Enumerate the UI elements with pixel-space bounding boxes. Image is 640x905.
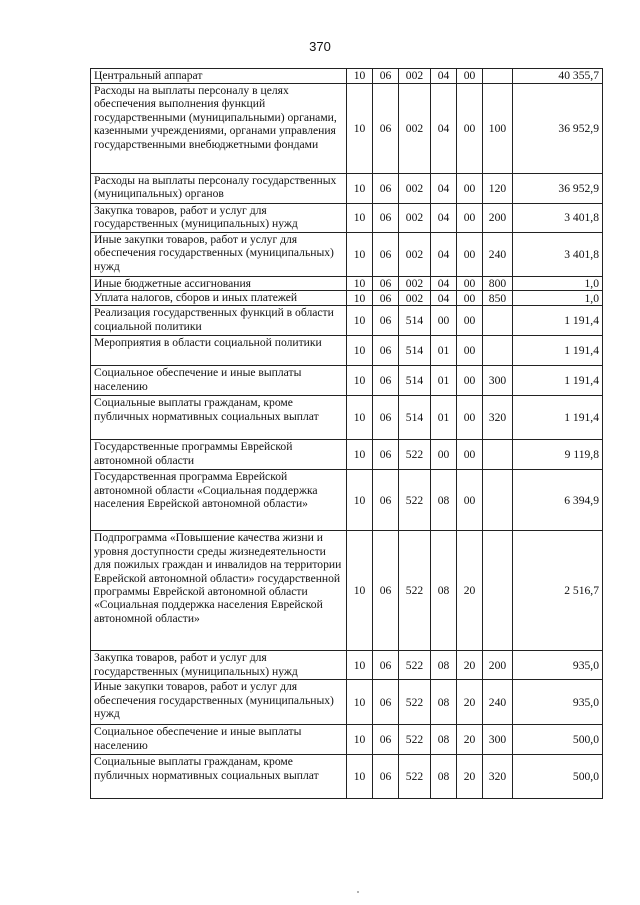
subsection-code: 06 [373, 84, 399, 174]
table-row [91, 396, 603, 440]
row-name: Подпрограмма «Повышение качества жизни и уровня доступности среды жизнедеятельности для пожилых граждан и инвалидов на территории Еврейской автономной области» государственной программы Еврейской автономной области «Социальная поддержка населения Еврейской автономной области» [91, 531, 347, 651]
page-number: 370 [309, 39, 331, 54]
target-article-code: 522 [399, 755, 431, 799]
section-code: 10 [347, 366, 373, 396]
scan-speck [357, 891, 359, 893]
target-article-code: 522 [399, 470, 431, 531]
row-name: Государственные программы Еврейской автономной области [91, 440, 347, 470]
target-article-sub1: 01 [431, 396, 457, 440]
target-article-code: 514 [399, 336, 431, 366]
amount: 500,0 [513, 755, 603, 799]
target-article-sub1: 01 [431, 366, 457, 396]
target-article-sub2: 00 [457, 84, 483, 174]
section-code: 10 [347, 396, 373, 440]
subsection-code: 06 [373, 291, 399, 306]
target-article-sub1: 04 [431, 277, 457, 291]
target-article-sub2: 00 [457, 174, 483, 204]
expense-type-code [483, 306, 513, 336]
target-article-sub2: 00 [457, 277, 483, 291]
target-article-sub1: 08 [431, 470, 457, 531]
amount: 36 952,9 [513, 174, 603, 204]
target-article-sub2: 00 [457, 291, 483, 306]
section-code: 10 [347, 277, 373, 291]
section-code: 10 [347, 306, 373, 336]
section-code: 10 [347, 291, 373, 306]
table-row [91, 306, 603, 336]
amount: 1,0 [513, 291, 603, 306]
subsection-code: 06 [373, 336, 399, 366]
row-name: Мероприятия в области социальной политики [91, 336, 347, 366]
target-article-code: 002 [399, 69, 431, 84]
subsection-code: 06 [373, 396, 399, 440]
target-article-sub2: 20 [457, 531, 483, 651]
expense-type-code: 200 [483, 204, 513, 233]
target-article-sub2: 00 [457, 440, 483, 470]
target-article-code: 522 [399, 680, 431, 725]
target-article-code: 002 [399, 233, 431, 277]
subsection-code: 06 [373, 680, 399, 725]
subsection-code: 06 [373, 306, 399, 336]
target-article-code: 522 [399, 651, 431, 680]
row-name: Иные бюджетные ассигнования [91, 277, 347, 291]
subsection-code: 06 [373, 470, 399, 531]
target-article-sub1: 00 [431, 440, 457, 470]
amount: 3 401,8 [513, 233, 603, 277]
expense-type-code: 300 [483, 725, 513, 755]
amount: 3 401,8 [513, 204, 603, 233]
target-article-code: 522 [399, 440, 431, 470]
row-name: Социальное обеспечение и иные выплаты населению [91, 366, 347, 396]
table-row [91, 69, 603, 84]
subsection-code: 06 [373, 233, 399, 277]
target-article-code: 002 [399, 204, 431, 233]
table-row [91, 174, 603, 204]
row-name: Социальное обеспечение и иные выплаты населению [91, 725, 347, 755]
target-article-sub2: 00 [457, 336, 483, 366]
target-article-code: 522 [399, 725, 431, 755]
subsection-code: 06 [373, 725, 399, 755]
row-name: Реализация государственных функций в области социальной политики [91, 306, 347, 336]
table-row [91, 680, 603, 725]
amount: 6 394,9 [513, 470, 603, 531]
section-code: 10 [347, 755, 373, 799]
amount: 1 191,4 [513, 306, 603, 336]
table-row [91, 440, 603, 470]
target-article-sub1: 04 [431, 204, 457, 233]
expense-type-code: 240 [483, 233, 513, 277]
section-code: 10 [347, 174, 373, 204]
target-article-code: 522 [399, 531, 431, 651]
target-article-sub1: 04 [431, 84, 457, 174]
section-code: 10 [347, 336, 373, 366]
section-code: 10 [347, 84, 373, 174]
row-name: Государственная программа Еврейской автономной области «Социальная поддержка населения Еврейской автономной области» [91, 470, 347, 531]
subsection-code: 06 [373, 277, 399, 291]
target-article-sub2: 00 [457, 69, 483, 84]
expense-type-code [483, 470, 513, 531]
budget-table [90, 68, 603, 799]
amount: 1 191,4 [513, 336, 603, 366]
expense-type-code [483, 69, 513, 84]
amount: 9 119,8 [513, 440, 603, 470]
section-code: 10 [347, 233, 373, 277]
expense-type-code: 240 [483, 680, 513, 725]
target-article-code: 002 [399, 84, 431, 174]
target-article-sub1: 00 [431, 306, 457, 336]
amount: 935,0 [513, 651, 603, 680]
subsection-code: 06 [373, 366, 399, 396]
section-code: 10 [347, 531, 373, 651]
target-article-sub1: 01 [431, 336, 457, 366]
row-name: Социальные выплаты гражданам, кроме публичных нормативных социальных выплат [91, 396, 347, 440]
target-article-sub2: 00 [457, 366, 483, 396]
target-article-sub2: 20 [457, 680, 483, 725]
subsection-code: 06 [373, 651, 399, 680]
target-article-sub2: 00 [457, 233, 483, 277]
subsection-code: 06 [373, 204, 399, 233]
subsection-code: 06 [373, 440, 399, 470]
amount: 1 191,4 [513, 396, 603, 440]
row-name: Иные закупки товаров, работ и услуг для обеспечения государственных (муниципальных) нужд [91, 233, 347, 277]
expense-type-code: 800 [483, 277, 513, 291]
expense-type-code: 320 [483, 396, 513, 440]
expense-type-code: 850 [483, 291, 513, 306]
expense-type-code [483, 440, 513, 470]
row-name: Закупка товаров, работ и услуг для государственных (муниципальных) нужд [91, 651, 347, 680]
subsection-code: 06 [373, 755, 399, 799]
subsection-code: 06 [373, 531, 399, 651]
expense-type-code [483, 531, 513, 651]
expense-type-code: 120 [483, 174, 513, 204]
row-name: Закупка товаров, работ и услуг для государственных (муниципальных) нужд [91, 204, 347, 233]
target-article-sub1: 08 [431, 725, 457, 755]
target-article-sub2: 20 [457, 651, 483, 680]
target-article-sub1: 04 [431, 174, 457, 204]
subsection-code: 06 [373, 174, 399, 204]
target-article-sub2: 20 [457, 755, 483, 799]
table-row [91, 277, 603, 291]
target-article-sub1: 08 [431, 755, 457, 799]
table-row [91, 204, 603, 233]
row-name: Центральный аппарат [91, 69, 347, 84]
row-name: Иные закупки товаров, работ и услуг для обеспечения государственных (муниципальных) нужд [91, 680, 347, 725]
subsection-code: 06 [373, 69, 399, 84]
table-row [91, 233, 603, 277]
row-name: Расходы на выплаты персоналу государственных (муниципальных) органов [91, 174, 347, 204]
section-code: 10 [347, 680, 373, 725]
table-row [91, 84, 603, 174]
target-article-sub2: 20 [457, 725, 483, 755]
amount: 500,0 [513, 725, 603, 755]
amount: 2 516,7 [513, 531, 603, 651]
table-row [91, 366, 603, 396]
expense-type-code: 100 [483, 84, 513, 174]
expense-type-code: 200 [483, 651, 513, 680]
section-code: 10 [347, 69, 373, 84]
target-article-sub2: 00 [457, 396, 483, 440]
target-article-sub1: 08 [431, 531, 457, 651]
target-article-sub1: 04 [431, 291, 457, 306]
table-row [91, 336, 603, 366]
target-article-sub1: 04 [431, 233, 457, 277]
table-row [91, 725, 603, 755]
target-article-code: 514 [399, 306, 431, 336]
section-code: 10 [347, 440, 373, 470]
row-name: Расходы на выплаты персоналу в целях обеспечения выполнения функций государственными (муниципальными) органами, казенными учреждениями, органами управления государственными внебюджетными фондами [91, 84, 347, 174]
section-code: 10 [347, 725, 373, 755]
target-article-sub2: 00 [457, 470, 483, 531]
target-article-code: 002 [399, 291, 431, 306]
target-article-sub1: 04 [431, 69, 457, 84]
amount: 1 191,4 [513, 366, 603, 396]
row-name: Уплата налогов, сборов и иных платежей [91, 291, 347, 306]
target-article-sub1: 08 [431, 680, 457, 725]
table-row [91, 470, 603, 531]
target-article-code: 002 [399, 174, 431, 204]
target-article-code: 514 [399, 366, 431, 396]
expense-type-code [483, 336, 513, 366]
section-code: 10 [347, 204, 373, 233]
section-code: 10 [347, 651, 373, 680]
table-row [91, 291, 603, 306]
target-article-sub2: 00 [457, 306, 483, 336]
target-article-sub1: 08 [431, 651, 457, 680]
table-row [91, 755, 603, 799]
row-name: Социальные выплаты гражданам, кроме публичных нормативных социальных выплат [91, 755, 347, 799]
target-article-code: 514 [399, 396, 431, 440]
amount: 935,0 [513, 680, 603, 725]
table-row [91, 531, 603, 651]
target-article-code: 002 [399, 277, 431, 291]
amount: 1,0 [513, 277, 603, 291]
table-row [91, 651, 603, 680]
amount: 36 952,9 [513, 84, 603, 174]
section-code: 10 [347, 470, 373, 531]
expense-type-code: 320 [483, 755, 513, 799]
target-article-sub2: 00 [457, 204, 483, 233]
amount: 40 355,7 [513, 69, 603, 84]
expense-type-code: 300 [483, 366, 513, 396]
